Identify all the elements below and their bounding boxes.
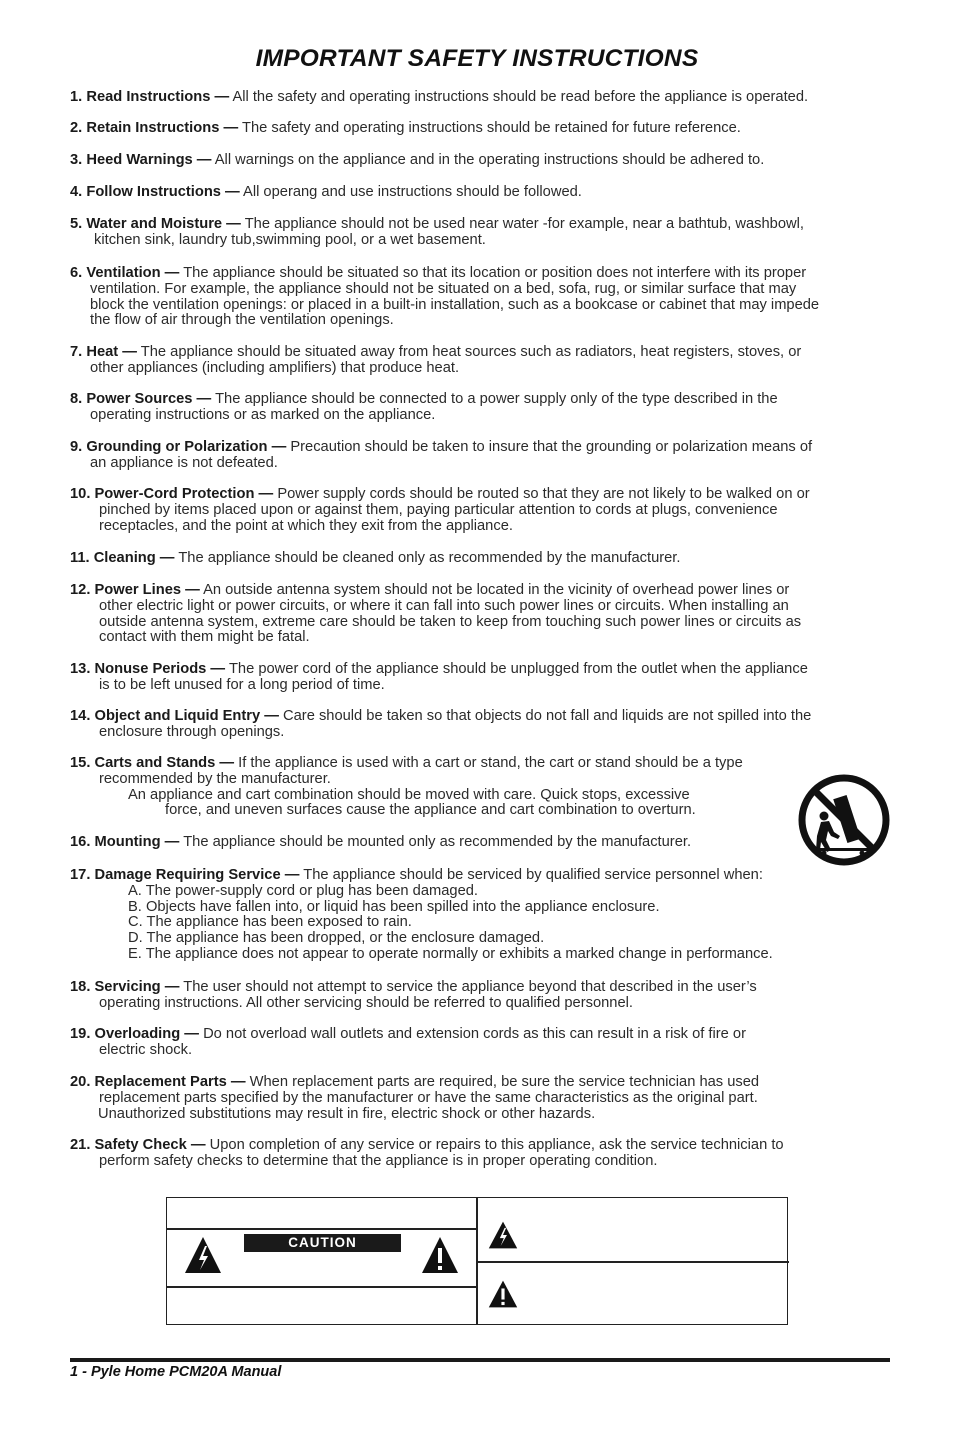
instruction-heading: Power Sources — — [86, 391, 212, 407]
page-title: IMPORTANT SAFETY INSTRUCTIONS — [255, 45, 699, 72]
instruction-heading: Cleaning — — [93, 550, 175, 566]
instruction-first-line — [70, 980, 910, 996]
instruction-text: other appliances (including amplifiers) that produce heat. — [90, 359, 460, 376]
instruction-text: Do not overload wall outlets and extension cords as this can result in a risk of fire or — [203, 1026, 746, 1042]
instruction-heading: Carts and Stands — — [94, 755, 235, 771]
instruction-item — [70, 266, 910, 329]
instruction-text: electric shock. — [99, 1041, 193, 1058]
instruction-item — [70, 709, 910, 741]
instruction-first-line — [70, 185, 910, 201]
instruction-item — [70, 583, 910, 646]
instruction-number: 8. — [70, 391, 83, 407]
instruction-number: 19. — [70, 1026, 91, 1042]
instruction-number: 18. — [70, 979, 91, 995]
instruction-text: operating instructions or as marked on the appliance. — [90, 406, 436, 423]
footer-rule — [70, 1358, 890, 1362]
lightning-triangle-icon — [487, 1220, 519, 1250]
instruction-number: 4. — [70, 184, 83, 200]
instruction-number: 20. — [70, 1074, 91, 1090]
instruction-item — [70, 1138, 910, 1170]
instruction-heading: Follow Instructions — — [86, 184, 240, 200]
instruction-text: The appliance should be mounted only as recommended by the manufacturer. — [183, 834, 692, 850]
instruction-heading: Heed Warnings — — [86, 152, 212, 168]
instruction-item — [70, 1027, 910, 1059]
instruction-number: 17. — [70, 867, 91, 883]
instruction-text: the flow of air through the ventilation openings. — [90, 312, 394, 329]
instruction-first-line — [70, 266, 910, 282]
exclamation-triangle-icon — [487, 1279, 519, 1309]
instruction-heading: Damage Requiring Service — — [94, 867, 300, 883]
instruction-heading: Grounding or Polarization — — [86, 439, 287, 455]
instruction-text: D. The appliance has been dropped, or the enclosure damaged. — [128, 930, 545, 947]
instruction-text: replacement parts specified by the manufacturer or have the same characteristics as the original part. — [99, 1089, 758, 1106]
instruction-text: When replacement parts are required, be sure the service technician has used — [249, 1074, 760, 1090]
instruction-heading: Read Instructions — — [86, 89, 230, 105]
instruction-heading: Nonuse Periods — — [94, 661, 226, 677]
instruction-number: 6. — [70, 265, 83, 281]
instruction-heading: Object and Liquid Entry — — [94, 708, 279, 724]
instruction-text: The appliance should be situated away from heat sources such as radiators, heat registers, stoves, or — [140, 344, 802, 360]
instruction-text: An appliance and cart combination should be moved with care. Quick stops, excessive — [128, 786, 690, 803]
instruction-heading: Overloading — — [94, 1026, 199, 1042]
instruction-number: 14. — [70, 708, 91, 724]
instruction-text: Precaution should be taken to insure that the grounding or polarization means of — [290, 439, 813, 455]
instruction-first-line — [70, 153, 910, 169]
instruction-text: The appliance should be situated so that its location or position does not interfere with its proper — [183, 265, 807, 281]
instruction-first-line — [70, 551, 910, 567]
instruction-text: An outside antenna system should not be located in the vicinity of overhead power lines or — [203, 582, 790, 598]
instruction-number: 3. — [70, 152, 83, 168]
instruction-heading: Retain Instructions — — [86, 120, 239, 136]
instruction-text: pinched by items placed upon or against them, paying particular attention to cords at plugs, convenience — [99, 501, 778, 518]
instruction-number: 11. — [70, 550, 90, 566]
instruction-item — [70, 392, 910, 424]
instruction-text: Care should be taken so that objects do not fall and liquids are not spilled into the — [283, 708, 812, 724]
instruction-first-line — [70, 583, 910, 599]
instruction-text: kitchen sink, laundry tub,swimming pool, or a wet basement. — [94, 231, 486, 248]
instruction-item — [70, 153, 910, 169]
instruction-text: receptacles, and the point at which they exit from the appliance. — [99, 517, 513, 534]
instruction-first-line — [70, 835, 910, 851]
instruction-text: Upon completion of any service or repairs to this appliance, ask the service technician to — [209, 1137, 784, 1153]
instruction-first-line — [70, 121, 910, 137]
instruction-first-line — [70, 709, 910, 725]
instruction-first-line — [70, 868, 910, 884]
instruction-text: force, and uneven surfaces cause the appliance and cart combination to overturn. — [165, 802, 696, 819]
instruction-text: Power supply cords should be routed so that they are not likely to be walked on or — [277, 486, 810, 502]
instruction-text: E. The appliance does not appear to operate normally or exhibits a marked change in performance. — [128, 945, 773, 962]
cart-tip-over-warning-icon — [796, 774, 892, 866]
instruction-first-line — [70, 1027, 910, 1043]
instruction-heading: Water and Moisture — — [86, 216, 241, 232]
instruction-text: The safety and operating instructions should be retained for future reference. — [241, 120, 741, 136]
instruction-item — [70, 756, 910, 819]
instruction-item — [70, 1075, 910, 1122]
caution-box-rule — [167, 1286, 476, 1288]
instruction-text: The appliance should be connected to a power supply only of the type described in the — [215, 391, 778, 407]
instruction-item — [70, 487, 910, 534]
instruction-text: ventilation. For example, the appliance should not be situated on a bed, sofa, rug, or similar surface that may — [90, 280, 797, 297]
instruction-text: enclosure through openings. — [99, 723, 285, 740]
instruction-number: 9. — [70, 439, 83, 455]
instruction-number: 16. — [70, 834, 91, 850]
instruction-first-line — [70, 440, 910, 456]
exclamation-triangle-icon — [420, 1235, 460, 1275]
instruction-item — [70, 345, 910, 377]
instruction-text: perform safety checks to determine that the appliance is in proper operating condition. — [99, 1152, 658, 1169]
instruction-heading: Servicing — — [94, 979, 180, 995]
instruction-text: If the appliance is used with a cart or stand, the cart or stand should be a type — [238, 755, 743, 771]
instruction-text: other electric light or power circuits, or where it can fall into such power lines or circuits. When installing an — [99, 597, 789, 614]
instruction-heading: Power-Cord Protection — — [94, 486, 274, 502]
instruction-item — [70, 185, 910, 201]
instruction-text: C. The appliance has been exposed to rain. — [128, 914, 412, 931]
instruction-item — [70, 662, 910, 694]
instruction-number: 1. — [70, 89, 83, 105]
instruction-text: All warnings on the appliance and in the operating instructions should be adhered to. — [214, 152, 765, 168]
instruction-item — [70, 440, 910, 472]
instruction-number: 2. — [70, 120, 83, 136]
instruction-number: 13. — [70, 661, 91, 677]
instruction-text: an appliance is not defeated. — [90, 454, 278, 471]
instruction-number: 10. — [70, 486, 91, 502]
instruction-heading: Replacement Parts — — [94, 1074, 246, 1090]
instruction-text: operating instructions. All other servicing should be referred to qualified personnel. — [99, 994, 633, 1011]
lightning-triangle-icon — [183, 1235, 223, 1275]
instruction-item — [70, 980, 910, 1012]
instruction-item — [70, 835, 910, 851]
instruction-first-line — [70, 217, 910, 233]
instruction-first-line — [70, 756, 910, 772]
instruction-number: 12. — [70, 582, 91, 598]
instruction-heading: Heat — — [86, 344, 137, 360]
instruction-text: Unauthorized substitutions may result in fire, electric shock or other hazards. — [98, 1105, 596, 1122]
instruction-first-line — [70, 662, 910, 678]
instruction-text: block the ventilation openings: or placed in a built-in installation, such as a bookcase or cabinet that may impede — [90, 296, 820, 313]
instruction-text: The appliance should be cleaned only as recommended by the manufacturer. — [178, 550, 681, 566]
instruction-heading: Power Lines — — [94, 582, 200, 598]
caution-box-rule — [167, 1228, 476, 1230]
caution-box — [166, 1197, 788, 1325]
instruction-item — [70, 121, 910, 137]
instruction-number: 5. — [70, 216, 83, 232]
instruction-text: The user should not attempt to service the appliance beyond that described in the user’s — [183, 979, 757, 995]
instruction-text: is to be left unused for a long period of time. — [99, 676, 385, 693]
instruction-heading: Mounting — — [94, 834, 180, 850]
instruction-text: The appliance should not be used near water -for example, near a bathtub, washbowl, — [244, 216, 804, 232]
instruction-text: A. The power-supply cord or plug has been damaged. — [128, 882, 478, 899]
caution-label: CAUTION — [244, 1234, 401, 1252]
instruction-text: B. Objects have fallen into, or liquid has been spilled into the appliance enclosure. — [128, 898, 660, 915]
instruction-first-line — [70, 1138, 910, 1154]
instruction-number: 15. — [70, 755, 91, 771]
footer-text: 1 - Pyle Home PCM20A Manual — [70, 1364, 282, 1380]
instruction-first-line — [70, 1075, 910, 1091]
caution-box-rule — [477, 1261, 789, 1263]
instruction-number: 21. — [70, 1137, 91, 1153]
instruction-text: recommended by the manufacturer. — [99, 770, 331, 787]
instruction-heading: Ventilation — — [86, 265, 180, 281]
instruction-text: outside antenna system, extreme care should be taken to keep from touching such power lines or circuits as — [99, 613, 802, 630]
instruction-item — [70, 217, 910, 249]
instruction-item — [70, 90, 910, 106]
instruction-text: All the safety and operating instructions should be read before the appliance is operated. — [232, 89, 809, 105]
instruction-number: 7. — [70, 344, 83, 360]
instruction-text: contact with them might be fatal. — [99, 629, 310, 646]
instruction-first-line — [70, 90, 910, 106]
instruction-first-line — [70, 345, 910, 361]
instruction-item — [70, 551, 910, 567]
instruction-text: The appliance should be serviced by qualified service personnel when: — [303, 867, 763, 883]
instruction-first-line — [70, 487, 910, 503]
instruction-first-line — [70, 392, 910, 408]
instruction-text: All operang and use instructions should be followed. — [243, 184, 582, 200]
instruction-heading: Safety Check — — [94, 1137, 206, 1153]
instruction-text: The power cord of the appliance should be unplugged from the outlet when the appliance — [228, 661, 808, 677]
instruction-item — [70, 868, 910, 963]
